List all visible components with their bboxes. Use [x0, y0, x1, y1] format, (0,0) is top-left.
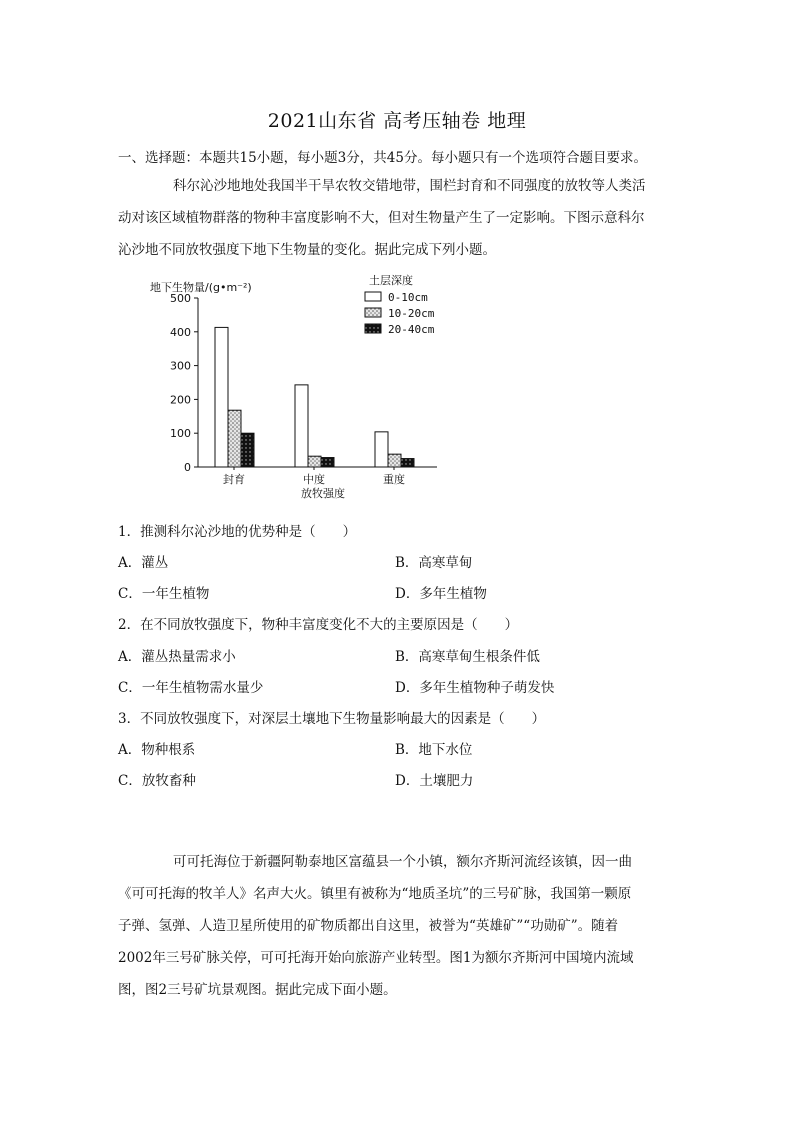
q2-option-d[interactable]: D．多年生植物种子萌发快 [395, 680, 555, 696]
passage-1-line: 科尔沁沙地地处我国半干旱农牧交错地带，围栏封育和不同强度的放牧等人类活 [173, 178, 646, 194]
legend-label: 10-20cm [388, 307, 435, 320]
passage-1-line: 动对该区域植物群落的物种丰富度影响不大，但对生物量产生了一定影响。下图示意科尔 [118, 210, 645, 226]
question-1: 1．推测科尔沁沙地的优势种是（ ） [118, 524, 357, 540]
passage-1 [118, 170, 688, 266]
legend-swatch [365, 324, 381, 333]
y-tick-label: 500 [170, 292, 191, 305]
question-3: 3．不同放牧强度下，对深层土壤地下生物量影响最大的因素是（ ） [118, 711, 546, 727]
bar-0-10cm-中度 [295, 385, 308, 467]
legend-swatch [365, 292, 381, 301]
passage-2-line: 可可托海位于新疆阿勒泰地区富蕴县一个小镇，额尔齐斯河流经该镇，因一曲 [173, 854, 632, 870]
y-tick-label: 0 [184, 461, 191, 474]
category-label: 封育 [223, 473, 245, 486]
q2-option-a[interactable]: A．灌丛热量需求小 [118, 649, 236, 665]
biomass-bar-chart [140, 270, 460, 505]
y-axis-label: 地下生物量/(g•m⁻²) [150, 281, 252, 294]
y-tick-label: 200 [170, 393, 191, 407]
bar-10-20cm-中度 [308, 456, 321, 467]
bar-10-20cm-重度 [388, 454, 401, 467]
category-label: 重度 [383, 473, 405, 486]
y-tick-label: 100 [170, 427, 191, 441]
category-label: 中度 [303, 473, 325, 486]
y-tick-label: 400 [170, 325, 191, 339]
bar-20-40cm-重度 [401, 459, 414, 467]
bar-0-10cm-封育 [215, 327, 228, 467]
passage-2 [118, 846, 688, 1006]
legend-title: 土层深度 [369, 274, 413, 287]
passage-2-line: 子弹、氢弹、人造卫星所使用的矿物质都出自这里，被誉为“英雄矿”“功勋矿”。随着 [118, 918, 619, 934]
q3-option-c[interactable]: C．放牧畜种 [118, 773, 196, 789]
legend-label: 0-10cm [388, 291, 428, 304]
page-title: 2021山东省 高考压轴卷 地理 [267, 110, 527, 132]
bar-20-40cm-封育 [241, 433, 254, 467]
bar-0-10cm-重度 [375, 432, 388, 467]
bar-20-40cm-中度 [321, 458, 334, 467]
q2-option-b[interactable]: B．高寒草甸生根条件低 [395, 649, 540, 665]
q1-option-c[interactable]: C．一年生植物 [118, 586, 210, 602]
passage-2-line: 《可可托海的牧羊人》名声大火。镇里有被称为“地质圣坑”的三号矿脉，我国第一颗原 [118, 886, 632, 902]
legend-label: 20-40cm [388, 323, 435, 336]
question-2: 2．在不同放牧强度下，物种丰富度变化不大的主要原因是（ ） [118, 617, 519, 633]
passage-1-line: 沁沙地不同放牧强度下地下生物量的变化。据此完成下列小题。 [118, 242, 496, 258]
q3-option-a[interactable]: A．物种根系 [118, 742, 196, 758]
q1-option-a[interactable]: A．灌丛 [118, 555, 169, 571]
bar-10-20cm-封育 [228, 410, 241, 467]
passage-2-line: 图，图2三号矿坑景观图。据此完成下面小题。 [118, 982, 397, 998]
q3-option-d[interactable]: D．土壤肥力 [395, 773, 474, 789]
passage-2-line: 2002年三号矿脉关停，可可托海开始向旅游产业转型。图1为额尔齐斯河中国境内流域 [118, 950, 634, 966]
q2-option-c[interactable]: C．一年生植物需水量少 [118, 680, 264, 696]
legend-swatch [365, 308, 381, 317]
section-heading: 一、选择题：本题共15小题，每小题3分，共45分。每小题只有一个选项符合题目要求。 [118, 150, 647, 166]
x-axis-label: 放牧强度 [301, 487, 345, 500]
q1-option-b[interactable]: B．高寒草甸 [395, 555, 473, 571]
q1-option-d[interactable]: D．多年生植物 [395, 586, 487, 602]
q3-option-b[interactable]: B．地下水位 [395, 742, 473, 758]
y-tick-label: 300 [170, 359, 191, 373]
